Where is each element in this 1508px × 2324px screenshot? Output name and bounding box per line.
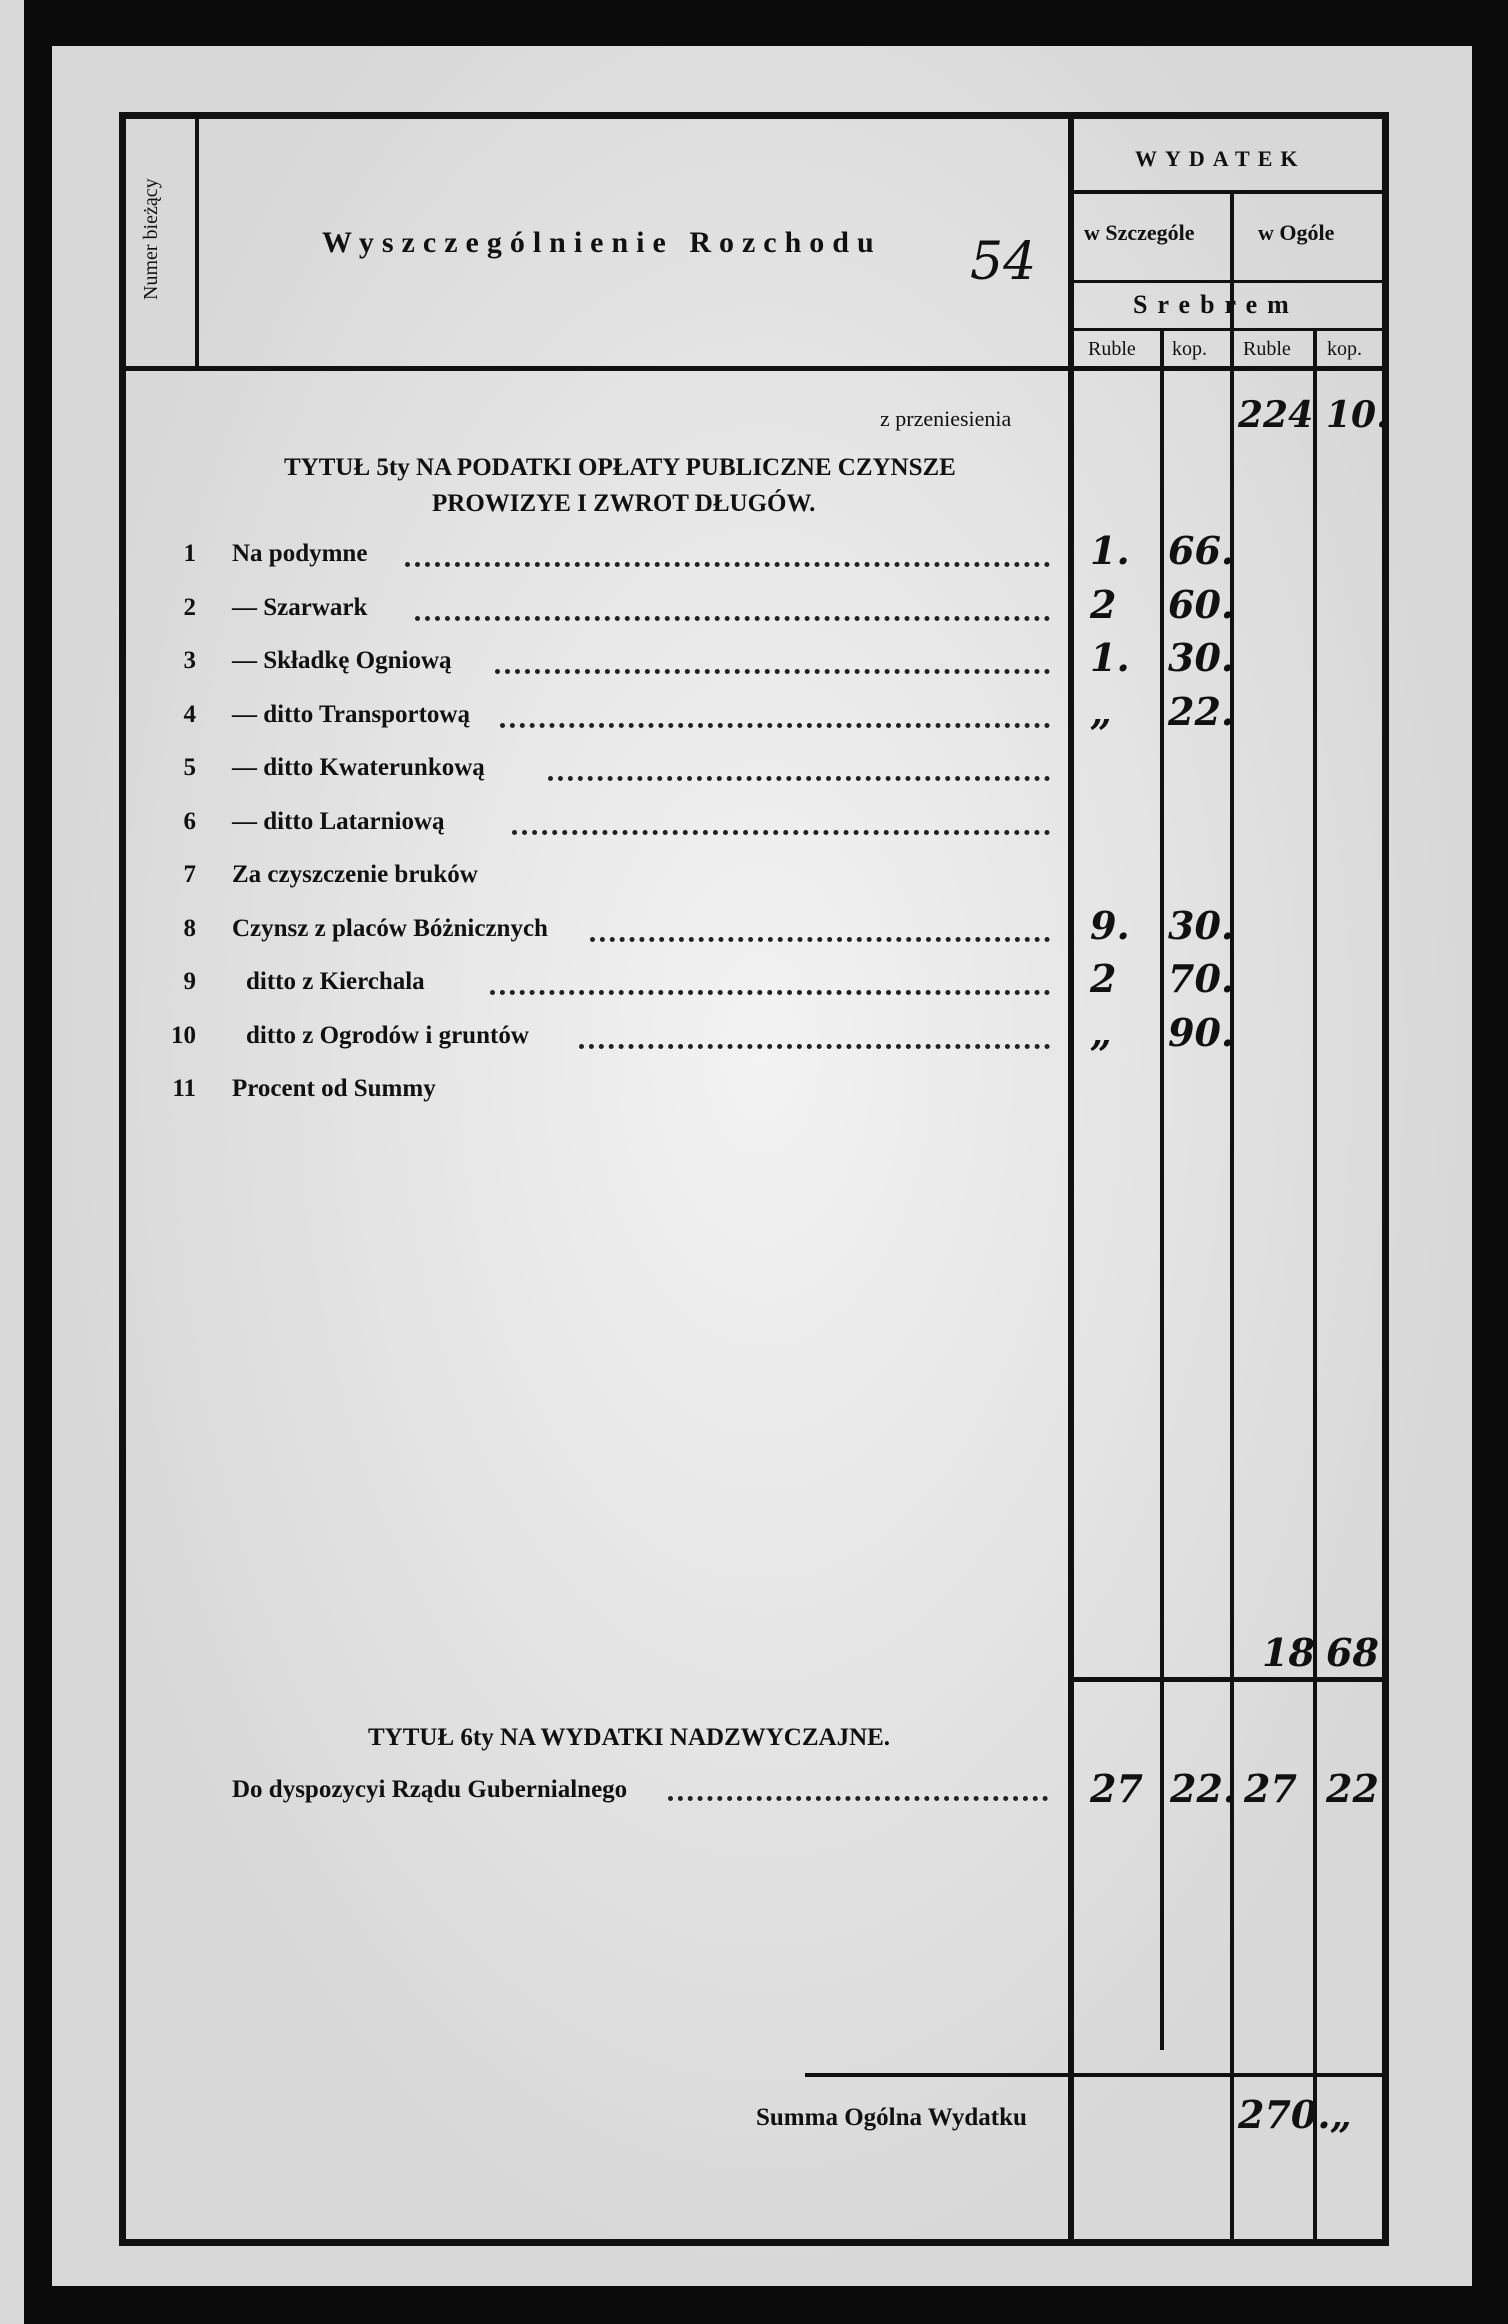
left-binding-shadow (24, 0, 52, 2324)
section6-row-label: Do dyspozycyi Rządu Gubernialnego (232, 1776, 628, 1803)
section6-total-ruble: 27 (1244, 1766, 1297, 1811)
total-kop-header: kop. (1327, 338, 1362, 360)
row-kop: 90. (1168, 1009, 1235, 1055)
detail-header: w Szczególe (1084, 220, 1195, 245)
number-column-header: Numer bieżący (140, 178, 162, 300)
srebrem-header: Srebrem (1133, 290, 1299, 319)
row-kop: 22. (1168, 688, 1235, 734)
handwritten-page-number: 54 (970, 232, 1037, 292)
detail-kop-header: kop. (1172, 338, 1207, 360)
subheader-line (1071, 280, 1389, 283)
row-label: Za czyszczenie bruków (232, 861, 478, 888)
row-ruble: 2 (1090, 956, 1117, 1001)
row-label: — Składkę Ogniową (232, 647, 452, 674)
row-kop: 30. (1168, 635, 1235, 680)
row-ruble: „ (1090, 688, 1112, 734)
leader-dots (415, 616, 1050, 621)
row-number: 5 (183, 754, 196, 781)
leader-dots (500, 723, 1050, 728)
row-number: 4 (183, 700, 196, 728)
total-header: w Ogóle (1258, 220, 1335, 245)
row-number: 11 (172, 1075, 196, 1102)
section5-title-line2: PROWIZYE I ZWROT DŁUGÓW. (432, 490, 816, 517)
leader-dots (512, 830, 1050, 835)
row-number: 10 (171, 1021, 196, 1049)
leader-dots (590, 937, 1050, 942)
row-number: 9 (183, 968, 196, 995)
leader-dots (579, 1044, 1050, 1049)
section6-row-ruble: 27 (1090, 1766, 1143, 1811)
leader-dots (548, 776, 1050, 781)
number-column-divider (195, 116, 199, 370)
description-column-divider (1068, 116, 1074, 2240)
row-label: Procent od Summy (232, 1075, 436, 1102)
carry-over-kop: 10. (1326, 394, 1389, 436)
wydatek-underline (1071, 190, 1389, 194)
row-ruble: 9. (1090, 902, 1130, 948)
row-number: 7 (183, 861, 196, 888)
row-number: 8 (183, 914, 196, 942)
row-label: — Szarwark (232, 593, 368, 621)
row-label: Na podymne (232, 540, 368, 567)
detail-total-divider (1230, 192, 1234, 2240)
row-ruble: 1. (1090, 528, 1130, 573)
total-ruble-header: Ruble (1243, 338, 1291, 360)
leader-dots (405, 562, 1050, 567)
row-number: 1 (183, 540, 196, 567)
carry-over-label: z przeniesienia (880, 406, 1012, 431)
row-kop: 70. (1168, 956, 1235, 1001)
leader-dots (668, 1796, 1048, 1801)
leader-dots (495, 669, 1050, 674)
row-kop: 30. (1168, 902, 1235, 948)
row-ruble: 1. (1090, 635, 1130, 680)
row-kop: 66. (1168, 528, 1235, 573)
summary-kop: „ (1330, 2092, 1352, 2137)
wydatek-header: WYDATEK (1135, 146, 1306, 171)
section5-total-kop: 68. (1326, 1630, 1393, 1675)
section6-total-kop: 22. (1326, 1766, 1393, 1811)
description-column-header: Wyszczególnienie Rozchodu (322, 226, 882, 259)
section6-row-kop: 22. (1170, 1766, 1237, 1811)
total-ruble-kop-divider (1313, 330, 1317, 2240)
row-number: 2 (183, 593, 196, 621)
section-total-line (1071, 1677, 1389, 1682)
detail-ruble-header: Ruble (1088, 338, 1136, 360)
section5-title-line1: TYTUŁ 5ty NA PODATKI OPŁATY PUBLICZNE CZYNSZE (284, 454, 956, 481)
row-label: Czynsz z placów Bóżnicznych (232, 914, 548, 942)
leader-dots (490, 990, 1050, 995)
row-label: — ditto Latarniową (232, 807, 445, 835)
row-label: ditto z Kierchala (246, 968, 425, 995)
row-kop: 60. (1168, 581, 1235, 627)
summary-line (805, 2073, 1385, 2077)
row-ruble: 2 (1090, 581, 1117, 627)
row-ruble: „ (1090, 1009, 1112, 1055)
row-label: — ditto Kwaterunkową (232, 754, 485, 781)
summary-label: Summa Ogólna Wydatku (756, 2104, 1027, 2131)
units-line (1071, 328, 1389, 331)
row-label: ditto z Ogrodów i gruntów (246, 1021, 529, 1049)
left-page-edge (0, 0, 24, 2324)
row-number: 6 (183, 807, 196, 835)
section6-title: TYTUŁ 6ty NA WYDATKI NADZWYCZAJNE. (368, 1724, 891, 1751)
row-label: — ditto Transportową (232, 700, 470, 728)
ledger-table-frame (119, 112, 1389, 2246)
section5-total-ruble: 18 (1262, 1630, 1315, 1675)
header-bottom-line (123, 366, 1385, 371)
row-number: 3 (183, 647, 196, 674)
carry-over-ruble: 224 (1238, 394, 1314, 436)
detail-ruble-kop-divider (1160, 330, 1164, 2050)
summary-ruble: 270. (1238, 2092, 1331, 2137)
